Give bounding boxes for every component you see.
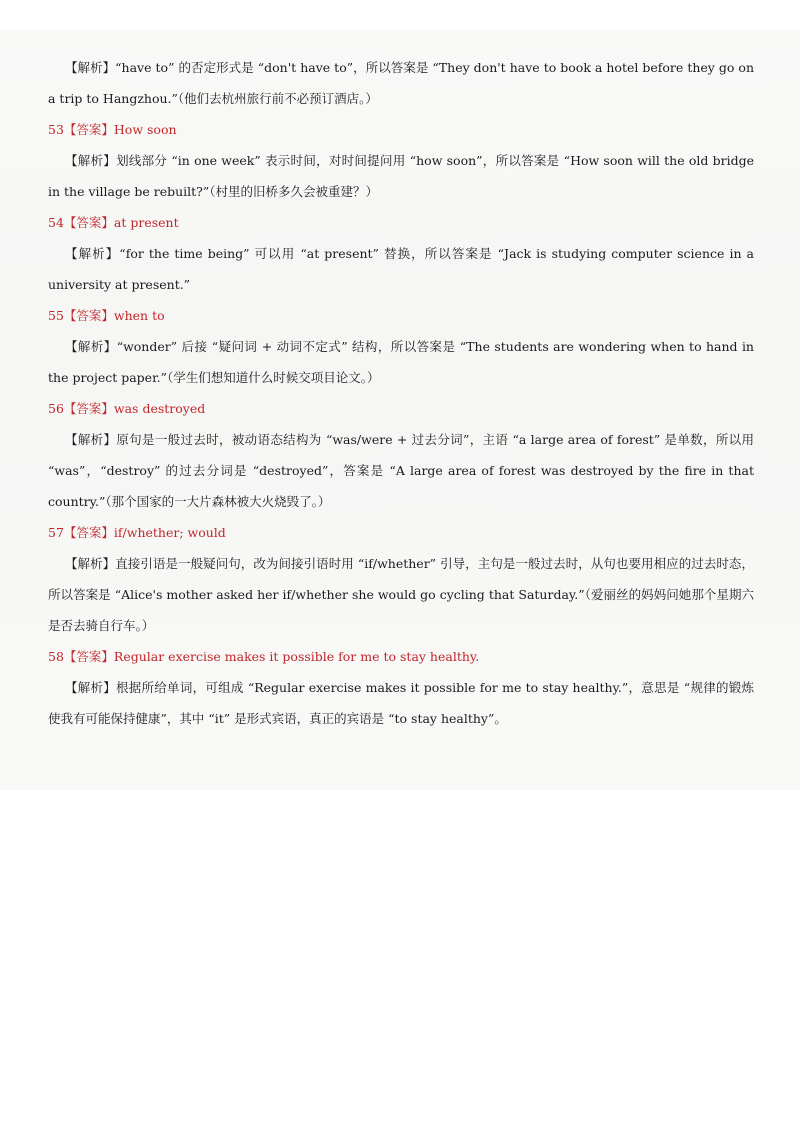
answer-key-content bbox=[48, 52, 754, 734]
explanation-58: 【解析】根据所给单词，可组成 “Regular exercise makes it possible for me to stay healthy.”，意思是 “规律的锻炼使我有可能保持健康”，其中 “it” 是形式宾语，真正的宾语是 “to stay healthy”。 bbox=[48, 680, 754, 726]
answer-53: 53【答案】How soon bbox=[48, 122, 177, 137]
answer-56: 56【答案】was destroyed bbox=[48, 401, 206, 416]
explanation-57: 【解析】直接引语是一般疑问句，改为间接引语时用 “if/whether” 引导，主句是一般过去时，从句也要用相应的过去时态，所以答案是 “Alice's mother asked her if/whether she would go cycling that Saturday.”（爱丽丝的妈妈问她那个星期六是否去骑自行车。） bbox=[48, 556, 754, 633]
answer-54: 54【答案】at present bbox=[48, 215, 179, 230]
explanation-55: 【解析】“wonder” 后接 “疑问词 + 动词不定式” 结构，所以答案是 “The students are wondering when to hand in the project paper.”（学生们想知道什么时候交项目论文。） bbox=[48, 339, 754, 385]
explanation-52: 【解析】“have to” 的否定形式是 “don't have to”，所以答案是 “They don't have to book a hotel before they go on a trip to Hangzhou.”（他们去杭州旅行前不必预订酒店。） bbox=[48, 60, 754, 106]
answer-55: 55【答案】when to bbox=[48, 308, 165, 323]
answer-57: 57【答案】if/whether; would bbox=[48, 525, 226, 540]
answer-58: 58【答案】Regular exercise makes it possible for me to stay healthy. bbox=[48, 649, 480, 664]
explanation-53: 【解析】划线部分 “in one week” 表示时间，对时间提问用 “how soon”，所以答案是 “How soon will the old bridge in the village be rebuilt?”（村里的旧桥多久会被重建？） bbox=[48, 153, 754, 199]
explanation-56: 【解析】原句是一般过去时，被动语态结构为 “was/were + 过去分词”，主语 “a large area of forest” 是单数，所以用 “was”，“destroy” 的过去分词是 “destroyed”，答案是 “A large area of forest was destroyed by the fire in that country.”（那个国家的一大片森林被大火烧毁了。） bbox=[48, 432, 754, 509]
explanation-54: 【解析】“for the time being” 可以用 “at present” 替换，所以答案是 “Jack is studying computer science in a university at present.” bbox=[48, 246, 754, 292]
